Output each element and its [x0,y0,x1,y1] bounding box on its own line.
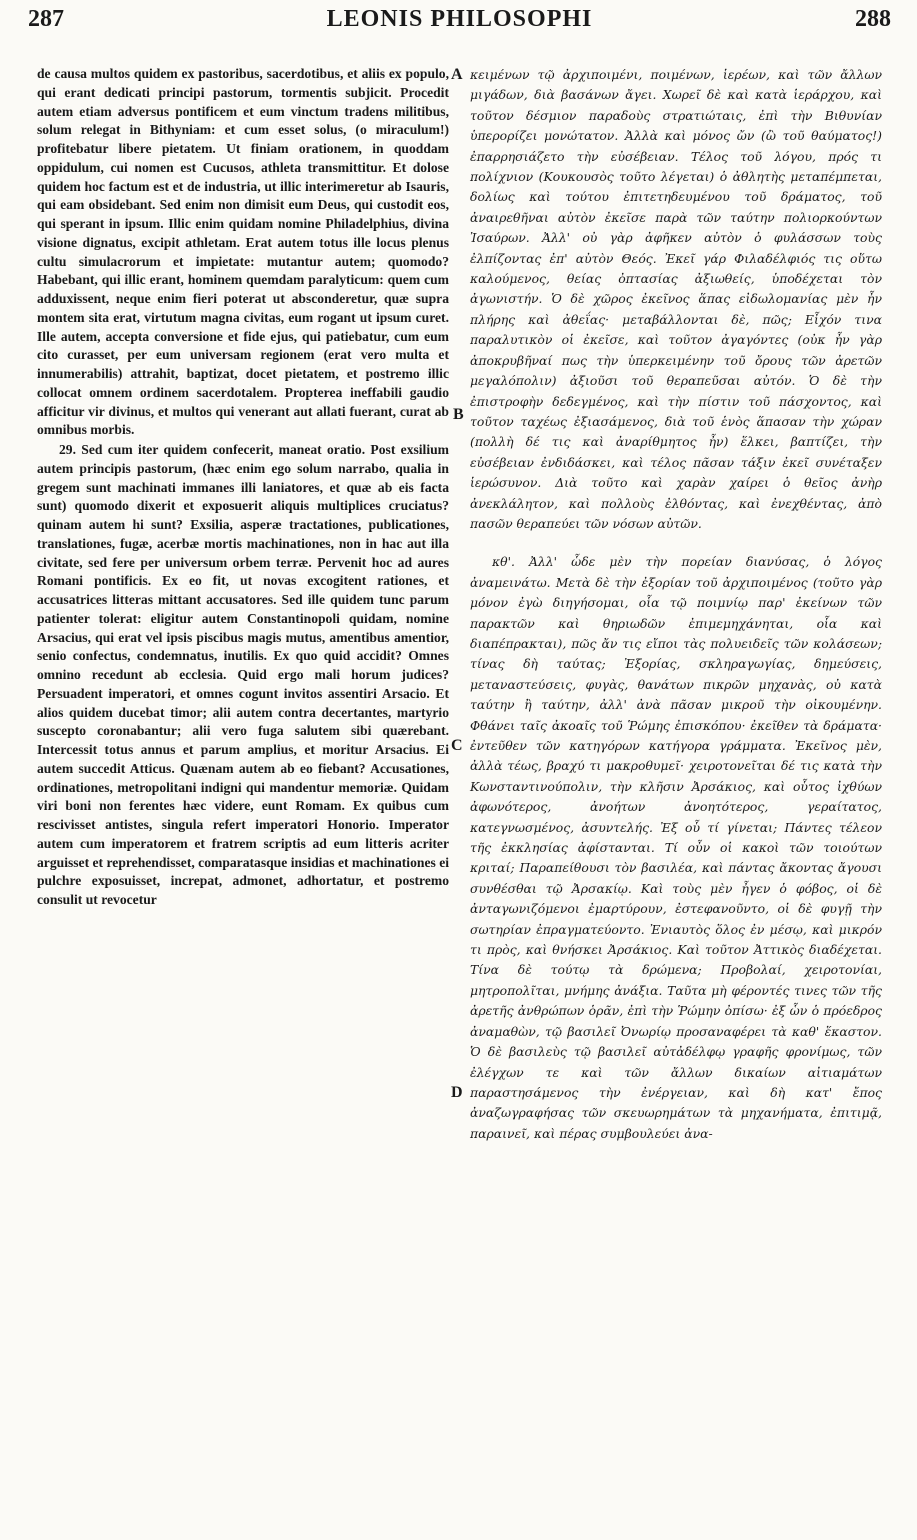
running-header [28,6,891,40]
margin-letter-d: D [451,1084,463,1101]
margin-letter-a: A [451,66,463,83]
latin-column [37,65,449,910]
greek-column [470,65,882,1144]
margin-letter-b: B [453,406,464,423]
running-title: LEONIS PHILOSOPHI [326,6,593,32]
page-number-left: 287 [28,6,64,32]
margin-letter-c: C [451,737,463,754]
latin-paragraph: 29. Sed cum iter quidem confecerit, maneat oratio. Post exsilium autem principis pastorum, (hæc enim ego solum narrabo, qualia in gregem sunt machinati immanes illi laniatores, et quæ ab eis facta sunt) quomodo dixerit et exposuerit aliquis multiplices cruciatus? quinam autem hi sunt? Exsilia, asperæ tractationes, publicationes, translationes, fugæ, acerbæ mortis machinationes, non in hac aut illa civitate, sed fere per universum orbem terræ. Pervenit hoc ad aures Romani pontificis. Ex eo fit, ut novas excogitent rationes, et accusatrices litteras mittant accusatores. Sed ille quidem tunc parum patienter tolerat: eligitur autem Constantinopoli quidam, nomine Arsacius, qui erat vel ipsis piscibus magis mutus, amentibus amentior, senio confectus, condemnatus, inutilis. Ex quo quid accidit? Omnes omnino recedunt ab ecclesia. Quid ergo mali horum judices? Persuadent imperatori, et omnes cogunt invitos assentiri Arsacio. Et alios quidem ducebat timor; alii autem contra decertantes, martyrio suscepto coronabantur; alii vero fuga salutem sibi quærebant. Intercessit totus annus et parum amplius, et moritur Arsacius. Ei autem succedit Atticus. Quænam autem ab eo fiebant? Accusationes, ordinationes, metropolitani indigni qui mandentur memoriæ. Quidam viri boni non ferentes hæc videre, eunt Romam. Ex quibus cum rescivisset antistes, singula refert imperatori Honorio. Imperator autem cum imperatorem et fratrem scriptis ad eum litteris acriter arguisset et reprehendisset, comparatasque insidias et machinationes ei pulchre exposuisset, increpat, admonet, adhortatur, et postremo consulit ut revocetur [37,442,449,907]
greek-paragraph: κθ'. Ἀλλ' ὧδε μὲν τὴν πορείαν διανύσας, ὁ λόγος ἀναμεινάτω. Μετὰ δὲ τὴν ἐξορίαν τοῦ ἀρχιποιμένος (τοῦτο γὰρ μόνον ἐγὼ διηγήσομαι, οἷα τῷ ποιμνίῳ παρ' ἐκείνων τῶν παρακτῶν καὶ θηριωδῶν ἐπιμεμηχάνηται, οἷα καὶ διαπέπρακται), πῶς ἄν τις εἴποι τὰς πολυειδεῖς τῶν κολάσεων; τίνας δὴ ταύτας; Ἐξορίας, σκληραγωγίας, δημεύσεις, μεταναστεύσεις, φυγὰς, θανάτων πικρῶν μηχανὰς, οὐ κατὰ ταύτην ἢ ταύτην, ἀλλ' ἀνὰ πᾶσαν μικροῦ τὴν οἰκουμένην. Φθάνει ταῖς ἀκοαῖς τοῦ Ῥώμης ἐπισκόπου· ἐκεῖθεν τὰ δράματα· ἐντεῦθεν τῶν κατηγόρων κατήγορα γράμματα. Ἐκεῖνος μὲν, ἀλλὰ τέως, βραχύ τι μακροθυμεῖ· χειροτονεῖται δέ τις κατὰ τὴν Κωνσταντινούπολιν, τὴν κλῆσιν Ἀρσάκιος, καὶ οὗτος ἰχθύων ἀφωνότερος, ἀνοήτων ἀνοητότερος, γεραίτατος, κατεγνωσμένος, ἀσυντελής. Ἐξ οὗ τί γίνεται; Πάντες τέλεον τῆς ἐκκλησίας ἀφίστανται. Τί οὖν οἱ κακοὶ τῶν τοιούτων κριταί; Παραπείθουσι τὸν βασιλέα, καὶ πάντας ἄκοντας ἄγουσι συνθέσθαι τῷ Ἀρσακίῳ. Καὶ τοὺς μὲν ἦγεν ὁ φόβος, οἱ δὲ ἀνταγωνιζόμενοι ἐμαρτύρουν, ἐστεφανοῦντο, οἱ δὲ φυγῇ τὴν σωτηρίαν ἐπραγματεύοντο. Ἐνιαυτὸς ὅλος ἐν μέσῳ, καὶ μικρόν τι πρὸς, καὶ θνήσκει Ἀρσάκιος. Καὶ τοῦτον Ἀττικὸς διαδέχεται. Τίνα δὲ τούτῳ τὰ δρώμενα; Προβολαί, χειροτονίαι, μητροπολῖται, μνήμης ἀνάξια. Ταῦτα μὴ φέροντές τινες τῶν τῆς ἀρετῆς ἀνθρώπων ὁρᾶν, ἐπὶ τὴν Ῥώμην ὀπίσω· ἐξ ὧν ὁ πρόεδρος ἀναμαθὼν, τῷ βασιλεῖ Ὀνωρίῳ προσαναφέρει τὰ καθ' ἕκαστον. Ὁ δὲ βασιλεὺς τῷ βασιλεῖ αὐτἀδέλφῳ γραφῆς φρονίμως, τῶν ἐλέγχων τε καὶ τῶν ἄλλων δικαίων αἰτιαμάτων παραστησάμενος τὴν ἐνέργειαν, καὶ δὴ κατ' ἔπος ἀναζωγραφήσας τῶν σκευωρημάτων τὰ μηχανήματα, ἐπιτιμᾷ, παραινεῖ, καὶ πέρας συμβουλεύει ἀνα- [470,554,882,1141]
page-number-right: 288 [855,6,891,32]
greek-paragraph: κειμένων τῷ ἀρχιποιμένι, ποιμένων, ἱερέων, καὶ τῶν ἄλλων μιγάδων, διὰ βασάνων ἄγει. Χωρεῖ δὲ καὶ κατὰ ἱεράρχου, καὶ τοῦτον δέσμιον παραδοὺς στρατιώταις, ἐπὶ τὴν Βιθυνίαν ὑπερορίζει μονώτατον. Ἀλλὰ καὶ μόνος ὤν (ὢ τοῦ θαύματος!) ἐπαρρησιάζετο τὴν εὐσέβειαν. Τέλος τοῦ λόγου, πρός τι πολίχνιον (Κουκουσὸς τοῦτο λέγεται) ὁ ἀθλητὴς μεταπέμπεται, δολίως καὶ τούτου ἐπιτετηδευμένου τοῦ δράματος, τοῦ ἀναιρεθῆναι αὐτὸν ἐκεῖσε παρὰ τῶν ταύτην πολιορκούντων Ἰσαύρων. Ἀλλ' οὐ γὰρ ἀφῆκεν αὐτὸν ὁ φυλάσσων τοὺς ἐλπίζοντας ἐπ' αὐτὸν Θεός. Ἐκεῖ γάρ Φιλαδέλφιός τις οὕτω καλούμενος, θείας ὀπτασίας ἀξιωθείς, ὑποδέχεται τὸν ἀγωνιστήν. Ὁ δὲ χῶρος ἐκεῖνος ἅπας εἰδωλομανίας μὲν ἦν πλήρης καὶ ἀθεΐας· μεταβάλλονται δὲ, πῶς; Εἶχόν τινα παραλυτικὸν οἱ ἐκεῖσε, καὶ τοῦτον ἀγαγόντες (οὐκ ἦν γὰρ ἀποκρυβῆναί πως τὴν ὑπερκειμένην τοῦ ὄρους τῶν ἀρετῶν μεγαλόπολιν) ἀξιοῦσι τοῦ θεραπεῦσαι αὐτόν. Ὁ δὲ τὴν ἐπιστροφὴν δεδεγμένος, καὶ τὴν πίστιν τοῦ πάσχοντος, καὶ τοῦτον ταχέως ἐξιασάμενος, διὰ τοῦ ἑνὸς ἅπασαν τὴν χώραν (πολλὴ δέ τις καὶ ἀναρίθμητος ἦν) ἕλκει, βαπτίζει, τὴν εὐσέβειαν ἐνδιδάσκει, καὶ τέλος πᾶσαν τάξιν ἐκεῖ συνέταξεν ἱερώσυνον. Διὰ τοῦτο καὶ χαρὰν χαίρει ὁ θεῖος ἀνὴρ ἀνεκλάλητον, καὶ πολλοὺς ἐλθόντας, καὶ ἐνεχθέντας, ἀπὸ πασῶν θεραπεύει τῶν νόσων αὐτῶν. [470,67,882,531]
latin-paragraph: de causa multos quidem ex pastoribus, sacerdotibus, et aliis ex populo, qui erant dedicati principi pastorum, tormentis subjicit. Procedit autem etiam adversus pontificem et eum vinctum tradens militibus, solum relegat in Bithyniam: et cum esset solus, (o miraculum!) profitebatur libere pietatem. Ut finiam orationem, in quoddam oppidulum, cui nomen est Cucusos, athleta transmittitur. Et dolose quidem hoc factum est et de industria, ut illic interimeretur ab Isauris, qui eam obsidebant. Sed enim non dimisit eum Deus, qui custodit eos, qui sperant in ipsum. Illic enim quidam nomine Philadelphius, divina visione dignatus, excipit athletam. Erat autem totus ille locus plenus cultu simulacrorum et impietate: mutantur autem; quomodo? Habebant, qui illic erant, hominem quemdam paralyticum: quem cum adduxissent, neque enim fieri poterat ut absconderetur, quæ supra montem sita erat, virtutum magna civitas, eum rogant ut ipsum curet. Ille autem, accepta conversione et fide ejus, qui patiebatur, cum eum cito curasset, per eum universam regionem (erat vero multa et innumerabilis) attrahit, baptizat, docet pietatem, et postremo illic collocat omnem ordinem sacerdotalem. Propterea ineffabili gaudio afficitur vir divinus, et multos qui venerant aut allati fuerant, curat ab omnibus morbis. [37,66,449,438]
